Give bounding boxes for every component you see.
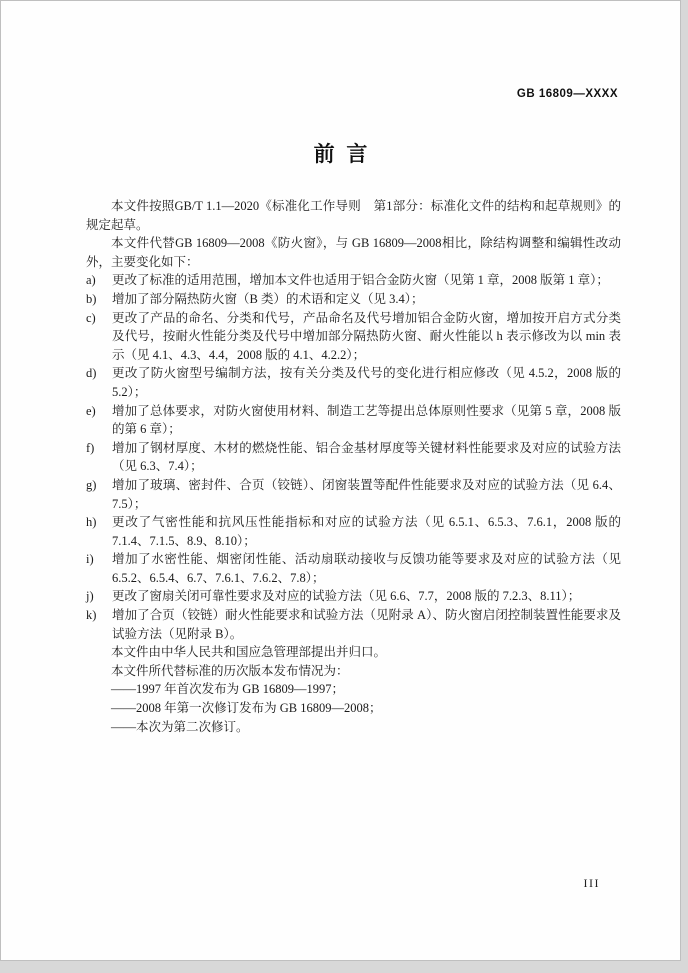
list-item-text: 更改了产品的命名、分类和代号，产品命名及代号增加铝合金防火窗，增加按开启方式分类及代号，按耐火性能分类及代号中增加部分隔热防火窗、耐火性能以 h 表示修改为以 min 表示（见 4.1、4.3、4.4，2008 版的 4.1、4.2.2）； <box>112 310 621 362</box>
closing-paragraph: 本文件由中华人民共和国应急管理部提出并归口。 <box>111 645 387 660</box>
changes-list <box>86 271 621 643</box>
list-item-label: h) <box>86 515 97 530</box>
page-number: III <box>583 876 600 890</box>
list-item <box>86 290 621 309</box>
list-item <box>86 439 621 476</box>
list-item <box>86 309 621 365</box>
list-item-label: j) <box>86 589 94 604</box>
page-title: 前 言 <box>313 143 368 166</box>
list-item-text: 增加了总体要求，对防火窗使用材料、制造工艺等提出总体原则性要求（见第 5 章，2008 版的第 6 章）； <box>112 403 621 437</box>
list-item <box>86 364 621 401</box>
list-item-label: c) <box>86 310 96 325</box>
list-item <box>86 476 621 513</box>
list-item-text: 增加了部分隔热防火窗（B 类）的术语和定义（见 3.4）； <box>112 291 424 306</box>
list-item-text: 更改了标准的适用范围，增加本文件也适用于铝合金防火窗（见第 1 章，2008 版第 1 章）； <box>112 273 609 288</box>
list-item <box>86 587 621 606</box>
list-item-text: 增加了玻璃、密封件、合页（铰链）、闭窗装置等配件性能要求及对应的试验方法（见 6.4、7.5）； <box>112 477 621 511</box>
list-item-label: f) <box>86 440 95 455</box>
revision-history-line: ——本次为第二次修订。 <box>111 719 249 734</box>
revision-history-line: ——2008 年第一次修订发布为 GB 16809—2008； <box>111 701 382 716</box>
list-item-label: i) <box>86 552 94 567</box>
list-item <box>86 606 621 643</box>
list-item <box>86 513 621 550</box>
list-item-text: 增加了合页（铰链）耐火性能要求和试验方法（见附录 A）、防火窗启闭控制装置性能要求及试验方法（见附录 B）。 <box>112 608 621 641</box>
list-item-label: e) <box>86 403 96 418</box>
intro-paragraph: 本文件代替GB 16809—2008《防火窗》，与 GB 16809—2008相比，除结构调整和编辑性改动外，主要变化如下： <box>86 236 621 269</box>
list-item-text: 更改了气密性能和抗风压性能指标和对应的试验方法（见 6.5.1、6.5.3、7.6.1，2008 版的 7.1.4、7.1.5、8.9、8.10）； <box>112 515 621 548</box>
list-item-label: g) <box>86 477 97 492</box>
document-body <box>86 197 621 736</box>
list-item-label: b) <box>86 291 97 306</box>
standard-code-header: GB 16809—XXXX <box>516 88 618 100</box>
list-item-text: 增加了水密性能、烟密闭性能、活动扇联动接收与反馈功能等要求及对应的试验方法（见 6.5.2、6.5.4、6.7、7.6.1、7.6.2、7.8）； <box>112 552 621 585</box>
list-item-text: 更改了窗扇关闭可靠性要求及对应的试验方法（见 6.6、7.7，2008 版的 7.2.3、8.11）； <box>112 589 581 604</box>
intro-paragraph: 本文件按照GB/T 1.1—2020《标准化工作导则 第1部分：标准化文件的结构和起草规则》的规定起草。 <box>86 199 621 232</box>
list-item-text: 更改了防火窗型号编制方法，按有关分类及代号的变化进行相应修改（见 4.5.2，2008 版的 5.2）； <box>112 366 621 399</box>
list-item <box>86 402 621 439</box>
list-item-label: a) <box>86 273 96 288</box>
list-item-label: k) <box>86 608 97 623</box>
list-item <box>86 550 621 587</box>
closing-paragraph: 本文件所代替标准的历次版本发布情况为： <box>111 663 349 678</box>
revision-history-line: ——1997 年首次发布为 GB 16809—1997； <box>111 682 344 697</box>
list-item-label: d) <box>86 366 97 381</box>
list-item-text: 增加了钢材厚度、木材的燃烧性能、铝合金基材厚度等关键材料性能要求及对应的试验方法（见 6.3、7.4）； <box>112 440 621 474</box>
list-item <box>86 271 621 290</box>
